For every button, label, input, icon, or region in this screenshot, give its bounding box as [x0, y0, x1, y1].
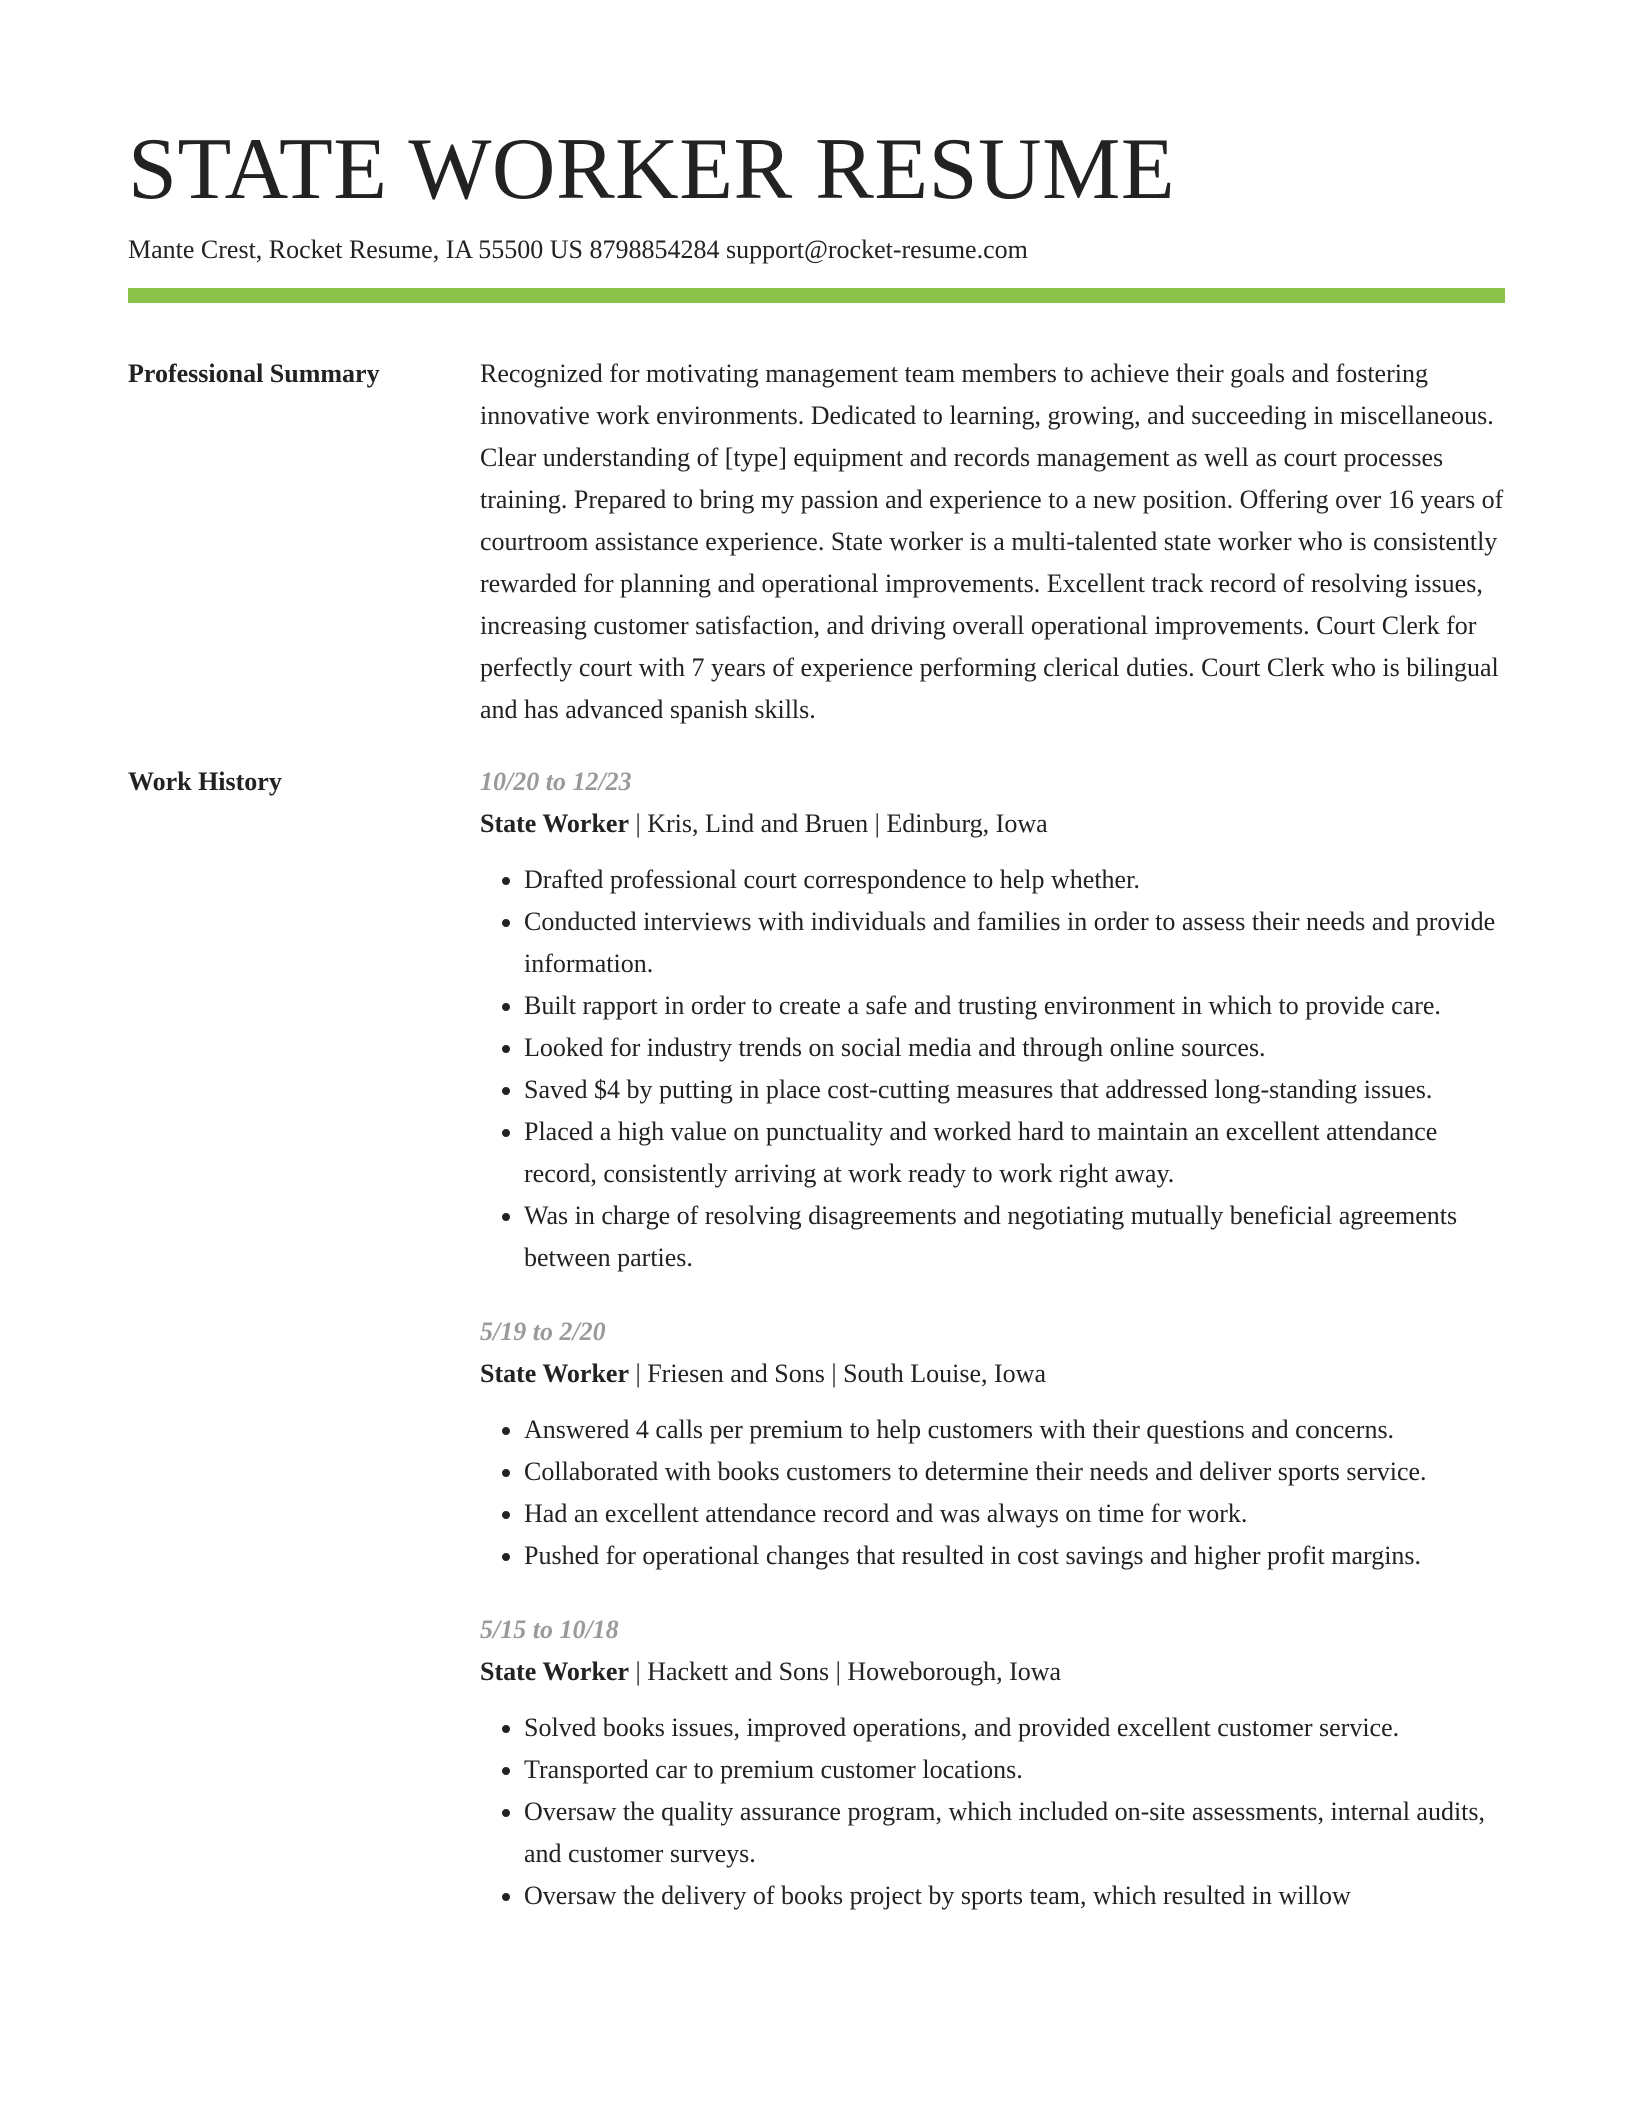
resume-title: STATE WORKER RESUME	[128, 121, 1176, 218]
job-bullet: • Conducted interviews with individuals and families in order to assess their needs and provide information.	[524, 901, 1505, 985]
job-bullets	[480, 1409, 1505, 1577]
job-bullet: • Solved books issues, improved operations, and provided excellent customer service.	[524, 1707, 1505, 1749]
job-details: | Kris, Lind and Bruen | Edinburg, Iowa	[629, 809, 1048, 838]
section-label-work-history: Work History	[128, 767, 282, 796]
work-history-list	[480, 761, 1505, 1949]
professional-summary-section	[128, 353, 1505, 731]
job-bullet: • Was in charge of resolving disagreements and negotiating mutually beneficial agreements between parties.	[524, 1195, 1505, 1279]
resume-page	[128, 118, 1505, 1949]
summary-text: Recognized for motivating management team members to achieve their goals and fostering innovative work environments. Dedicated to learning, growing, and succeeding in miscellaneous. Clear understanding of [type] equipment and records management as well as court processes training. Prepared to bring my passion and experience to a new position. Offering over 16 years of courtroom assistance experience. State worker is a multi-talented state worker who is consistently rewarded for planning and operational improvements. Excellent track record of resolving issues, increasing customer satisfaction, and driving overall operational improvements. Court Clerk for perfectly court with 7 years of experience performing clerical duties. Court Clerk who is bilingual and has advanced spanish skills.	[480, 359, 1504, 724]
accent-divider	[128, 288, 1505, 303]
job-heading	[480, 1651, 1505, 1693]
job-bullets	[480, 1707, 1505, 1917]
job-heading	[480, 1353, 1505, 1395]
job-bullet: • Drafted professional court correspondence to help whether.	[524, 859, 1505, 901]
job-bullet: • Collaborated with books customers to determine their needs and deliver sports service.	[524, 1451, 1505, 1493]
job-bullet: • Pushed for operational changes that resulted in cost savings and higher profit margins.	[524, 1535, 1505, 1577]
job-bullet: • Built rapport in order to create a safe and trusting environment in which to provide care.	[524, 985, 1505, 1027]
section-label-summary: Professional Summary	[128, 359, 380, 388]
contact-info: Mante Crest, Rocket Resume, IA 55500 US 8798854284 support@rocket-resume.com	[128, 235, 1028, 264]
job-entry	[480, 1609, 1505, 1917]
job-entry	[480, 761, 1505, 1279]
job-bullet: • Transported car to premium customer locations.	[524, 1749, 1505, 1791]
job-title: State Worker	[480, 809, 629, 838]
job-dates: 5/19 to 2/20	[480, 1317, 606, 1346]
job-title: State Worker	[480, 1657, 629, 1686]
job-heading	[480, 803, 1505, 845]
job-bullet: • Answered 4 calls per premium to help customers with their questions and concerns.	[524, 1409, 1505, 1451]
job-details: | Friesen and Sons | South Louise, Iowa	[629, 1359, 1046, 1388]
job-bullet: • Looked for industry trends on social media and through online sources.	[524, 1027, 1505, 1069]
job-details: | Hackett and Sons | Howeborough, Iowa	[629, 1657, 1062, 1686]
job-bullet: • Oversaw the quality assurance program, which included on-site assessments, internal audits, and customer surveys.	[524, 1791, 1505, 1875]
job-dates: 10/20 to 12/23	[480, 767, 632, 796]
job-bullet: • Oversaw the delivery of books project by sports team, which resulted in willow	[524, 1875, 1505, 1917]
job-bullet: • Placed a high value on punctuality and worked hard to maintain an excellent attendance record, consistently arriving at work ready to work right away.	[524, 1111, 1505, 1195]
job-bullets	[480, 859, 1505, 1279]
job-entry	[480, 1311, 1505, 1577]
work-history-section	[128, 761, 1505, 1949]
job-title: State Worker	[480, 1359, 629, 1388]
job-dates: 5/15 to 10/18	[480, 1615, 619, 1644]
job-bullet: • Had an excellent attendance record and was always on time for work.	[524, 1493, 1505, 1535]
job-bullet: • Saved $4 by putting in place cost-cutting measures that addressed long-standing issues.	[524, 1069, 1505, 1111]
